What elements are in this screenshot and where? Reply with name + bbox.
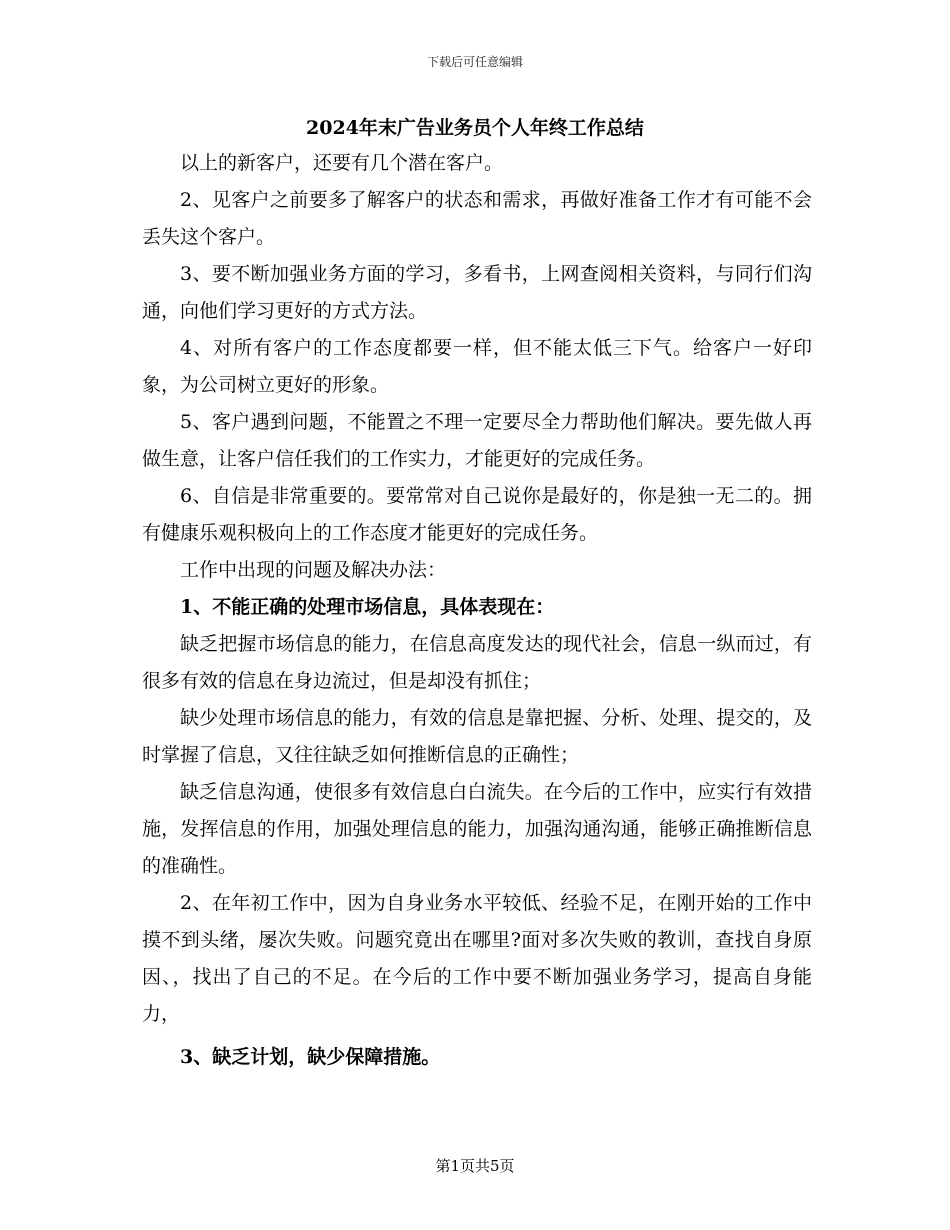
page-footer-indicator: 第1页共5页 (435, 1157, 515, 1175)
paragraph-market-info-handle: 缺少处理市场信息的能力，有效的信息是靠把握、分析、处理、提交的，及时掌握了信息，又往往缺乏如何推断信息的正确性； (142, 707, 812, 766)
paragraph-item-3: 3、要不断加强业务方面的学习，多看书，上网查阅相关资料，与同行们沟通，向他们学习更好的方式方法。 (142, 263, 812, 322)
section-heading-market-info: 1、不能正确的处理市场信息，具体表现在： (180, 596, 555, 618)
page-header-note: 下载后可任意编辑 (426, 55, 523, 69)
paragraph-item-4: 4、对所有客户的工作态度都要一样，但不能太低三下气。给客户一好印象，为公司树立更好的形象。 (142, 337, 812, 396)
paragraph-item-6: 6、自信是非常重要的。要常常对自己说你是最好的，你是独一无二的。拥有健康乐观积极向上的工作态度才能更好的完成任务。 (142, 485, 812, 544)
document-body (142, 145, 812, 1076)
paragraph-item-2: 2、见客户之前要多了解客户的状态和需求，再做好准备工作才有可能不会丢失这个客户。 (142, 189, 812, 248)
paragraph-market-info-communication: 缺乏信息沟通，使很多有效信息白白流失。在今后的工作中，应实行有效措施，发挥信息的作用，加强处理信息的能力，加强沟通沟通，能够正确推断信息的准确性。 (142, 781, 812, 877)
paragraph-new-customers: 以上的新客户，还要有几个潜在客户。 (180, 152, 504, 174)
document-title: 2024年末广告业务员个人年终工作总结 (306, 117, 644, 139)
section-heading-planning: 3、缺乏计划，缺少保障措施。 (180, 1046, 441, 1068)
paragraph-item-5: 5、客户遇到问题，不能置之不理一定要尽全力帮助他们解决。要先做人再做生意，让客户信任我们的工作实力，才能更好的完成任务。 (142, 411, 812, 470)
paragraph-early-year-work: 2、在年初工作中，因为自身业务水平较低、经验不足，在刚开始的工作中摸不到头绪，屡次失败。问题究竟出在哪里?面对多次失败的教训，查找自身原因、，找出了自己的不足。在今后的工作中要不断加强业务学习，提高自身能力， (142, 892, 812, 1025)
paragraph-problems-intro: 工作中出现的问题及解决办法： (180, 559, 447, 581)
paragraph-market-info-grasp: 缺乏把握市场信息的能力，在信息高度发达的现代社会，信息一纵而过，有很多有效的信息在身边流过，但是却没有抓住； (142, 633, 812, 692)
